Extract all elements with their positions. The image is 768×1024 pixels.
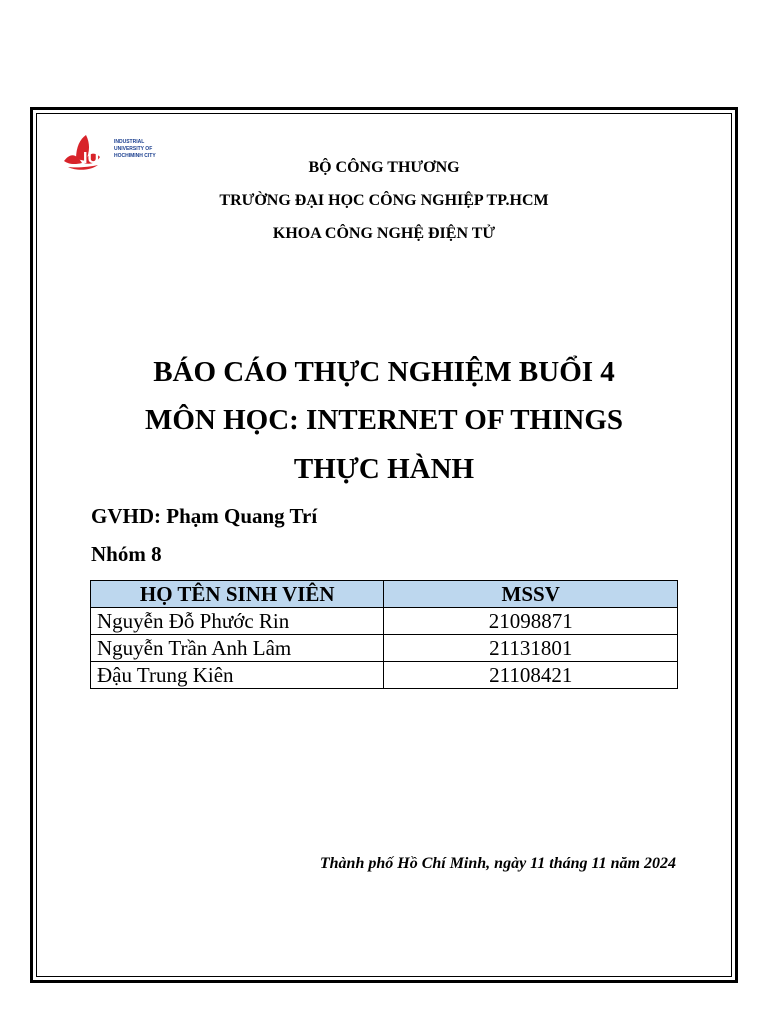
student-table xyxy=(90,580,678,689)
student-id: 21098871 xyxy=(384,608,678,635)
student-id: 21131801 xyxy=(384,635,678,662)
logo-text-3: HOCHIMINH CITY xyxy=(114,153,156,159)
group-label: Nhóm 8 xyxy=(91,542,162,566)
logo-text-1: INDUSTRIAL xyxy=(114,139,145,145)
course-title: MÔN HỌC: INTERNET OF THINGS xyxy=(144,404,624,436)
table-row xyxy=(91,662,678,689)
table-row xyxy=(91,635,678,662)
header-id: MSSV xyxy=(384,581,678,608)
faculty-name: KHOA CÔNG NGHỆ ĐIỆN TỬ xyxy=(272,225,496,242)
supervisor: GVHD: Phạm Quang Trí xyxy=(91,504,318,528)
table-row xyxy=(91,608,678,635)
place-date: Thành phố Hồ Chí Minh, ngày 11 tháng 11 năm 2024 xyxy=(319,855,676,872)
university-name: TRƯỜNG ĐẠI HỌC CÔNG NGHIỆP TP.HCM xyxy=(219,192,549,209)
student-id: 21108421 xyxy=(384,662,678,689)
logo-mark: IUH xyxy=(83,150,111,167)
logo-text-2: UNIVERSITY OF xyxy=(114,146,153,152)
table-header-row xyxy=(91,581,678,608)
student-name: Đậu Trung Kiên xyxy=(91,662,384,689)
course-type: THỰC HÀNH xyxy=(293,453,475,485)
report-title: BÁO CÁO THỰC NGHIỆM BUỔI 4 xyxy=(153,356,615,388)
header-name: HỌ TÊN SINH VIÊN xyxy=(91,581,384,608)
student-name: Nguyễn Đỗ Phước Rin xyxy=(91,608,384,635)
student-name: Nguyễn Trần Anh Lâm xyxy=(91,635,384,662)
ministry-name: BỘ CÔNG THƯƠNG xyxy=(308,159,460,176)
